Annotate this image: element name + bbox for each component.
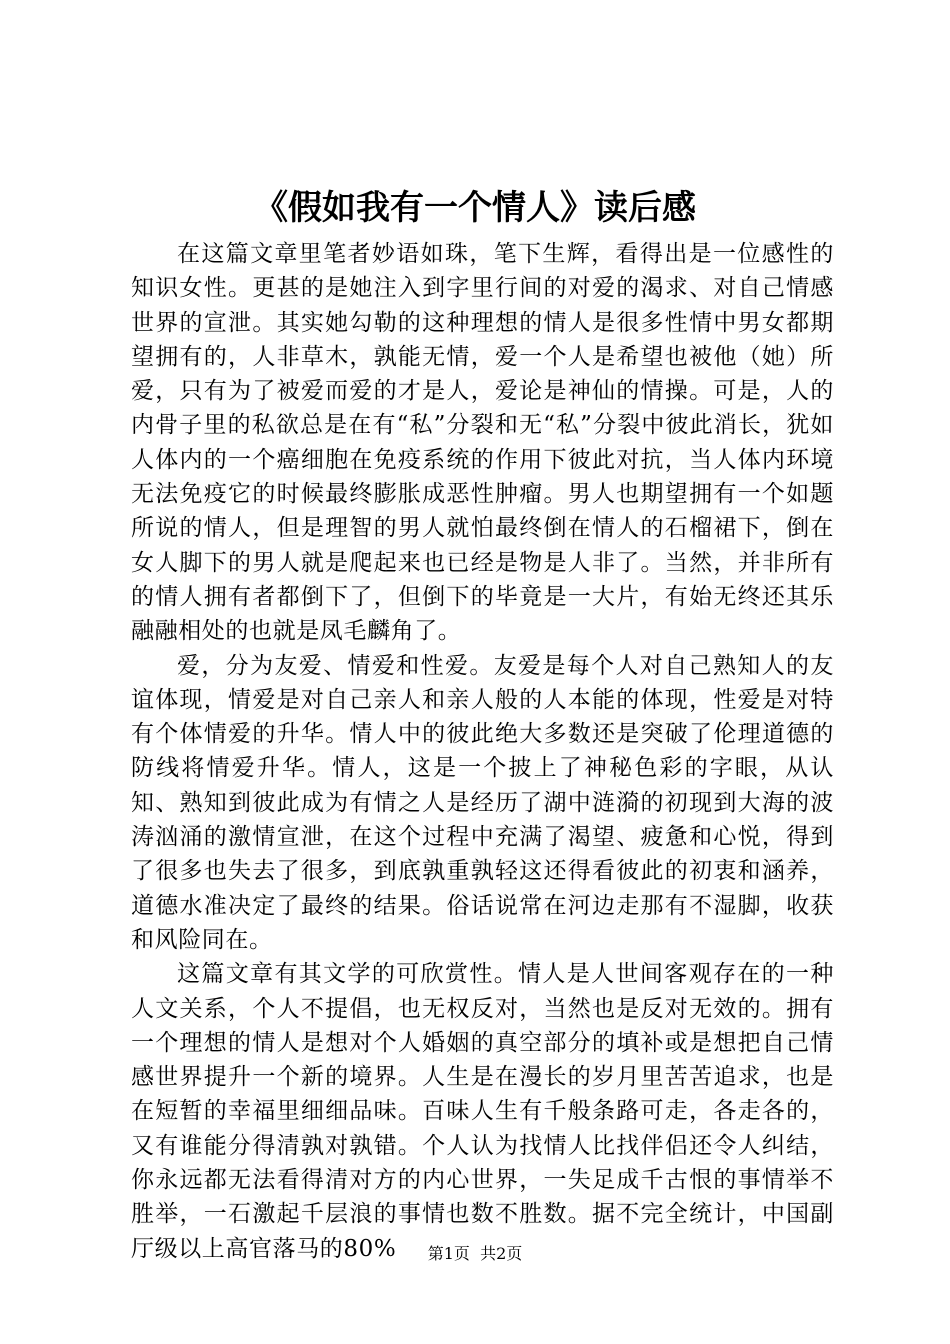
page-footer	[0, 1243, 950, 1265]
document-body	[131, 237, 834, 1266]
paragraph-2: 爱，分为友爱、情爱和性爱。友爱是每个人对自己熟知人的友谊体现，情爱是对自己亲人和亲人般的人本能的体现，性爱是对特有个体情爱的升华。情人中的彼此绝大多数还是突破了伦理道德的防线将情爱升华。情人，这是一个披上了神秘色彩的字眼，从认知、熟知到彼此成为有情之人是经历了湖中涟漪的初现到大海的波涛汹涌的激情宣泄，在这个过程中充满了渴望、疲惫和心悦，得到了很多也失去了很多，到底孰重孰轻这还得看彼此的初衷和涵养，道德水准决定了最终的结果。俗话说常在河边走那有不湿脚，收获和风险同在。	[131, 652, 834, 953]
footer-spacer	[470, 1244, 480, 1263]
paragraph-3: 这篇文章有其文学的可欣赏性。情人是人世间客观存在的一种人文关系，个人不提倡，也无权反对，当然也是反对无效的。拥有一个理想的情人是想对个人婚姻的真空部分的填补或是想把自己情感世界提升一个新的境界。人生是在漫长的岁月里苦苦追求，也是在短暂的幸福里细细品味。百味人生有千般条路可走，各走各的，又有谁能分得清孰对孰错。个人认为找情人比找伴侣还令人纠结，你永远都无法看得清对方的内心世界，一失足成千古恨的事情举不胜举，一石激起千层浪的事情也数不胜数。据不完全统计，中国副厅级以上高官落马的80%	[131, 961, 834, 1262]
page-number: 第1页	[427, 1244, 470, 1263]
paragraph-1: 在这篇文章里笔者妙语如珠，笔下生辉，看得出是一位感性的知识女性。更甚的是她注入到字里行间的对爱的渴求、对自己情感世界的宣泄。其实她勾勒的这种理想的情人是很多性情中男女都期望拥有的，人非草木，孰能无情，爱一个人是希望也被他（她）所爱，只有为了被爱而爱的才是人，爱论是神仙的情操。可是，人的内骨子里的私欲总是在有“私”分裂和无“私”分裂中彼此消长，犹如人体内的一个癌细胞在免疫系统的作用下彼此对抗，当人体内环境无法免疫它的时候最终膨胀成恶性肿瘤。男人也期望拥有一个如题所说的情人，但是理智的男人就怕最终倒在情人的石榴裙下，倒在女人脚下的男人就是爬起来也已经是物是人非了。当然，并非所有的情人拥有者都倒下了，但倒下的毕竟是一大片，有始无终还其乐融融相处的也就是凤毛麟角了。	[131, 241, 834, 645]
document-title: 《假如我有一个情人》读后感	[254, 188, 696, 228]
page-total: 共2页	[480, 1244, 523, 1263]
